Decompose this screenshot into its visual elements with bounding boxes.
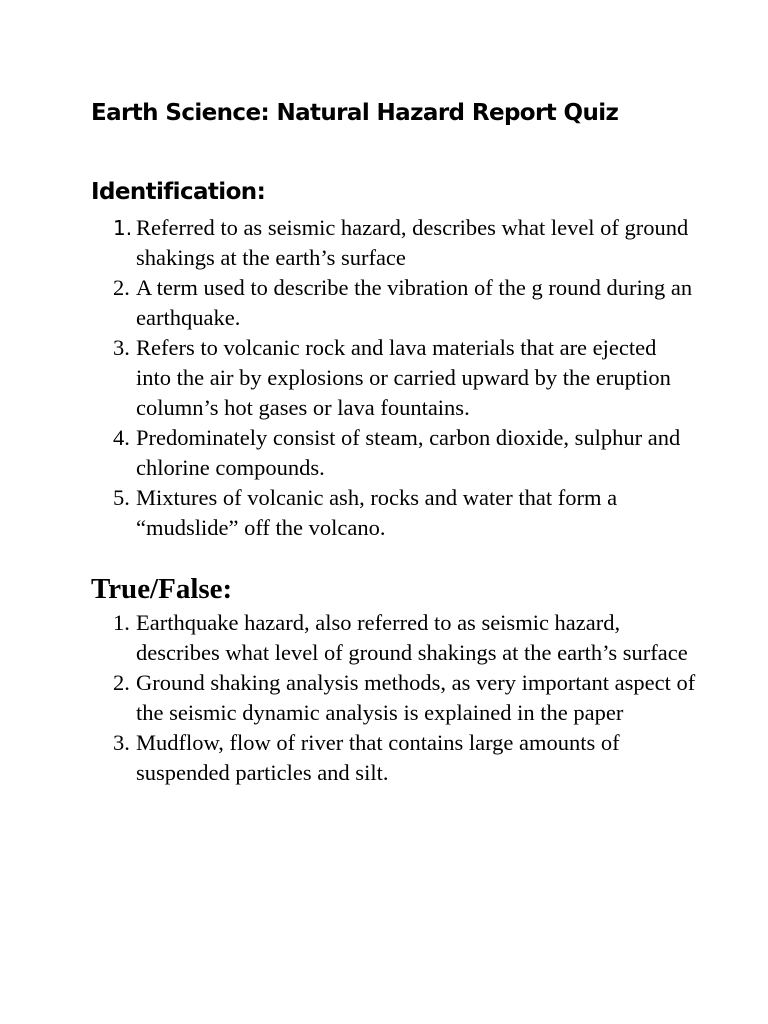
identification-list: [0, 213, 696, 543]
item-number: 4.: [113, 425, 130, 450]
item-text: A term used to describe the vibration of the g round during an earthquake.: [136, 275, 693, 330]
item-text: Mudflow, flow of river that contains large amounts of suspended particles and silt.: [136, 730, 620, 785]
item-text: Earthquake hazard, also referred to as seismic hazard, describes what level of ground shakings at the earth’s surface: [136, 610, 688, 665]
true-false-item-1: [0, 608, 696, 668]
item-number: 2.: [113, 275, 130, 300]
item-text: Referred to as seismic hazard, describes what level of ground shakings at the earth’s surface: [136, 215, 689, 270]
item-number: 3.: [113, 335, 130, 360]
true-false-item-2: [0, 668, 696, 728]
identification-item-3: [0, 333, 696, 423]
item-text: Predominately consist of steam, carbon dioxide, sulphur and chlorine compounds.: [136, 425, 681, 480]
item-number: 5.: [113, 485, 130, 510]
page-title: Earth Science: Natural Hazard Report Quiz: [91, 100, 619, 126]
item-text: Ground shaking analysis methods, as very important aspect of the seismic dynamic analysis is explained in the paper: [136, 670, 696, 725]
item-text: Mixtures of volcanic ash, rocks and water that form a “mudslide” off the volcano.: [136, 485, 618, 540]
item-number: 3.: [113, 730, 130, 755]
identification-heading: Identification:: [91, 179, 266, 205]
identification-item-5: [0, 483, 696, 543]
identification-item-4: [0, 423, 696, 483]
identification-item-1: [0, 213, 696, 273]
identification-item-2: [0, 273, 696, 333]
item-number: 1.: [113, 216, 133, 240]
item-text: Refers to volcanic rock and lava materials that are ejected into the air by explosions or carried upward by the eruption column’s hot gases or lava fountains.: [136, 335, 671, 420]
item-number: 1.: [113, 610, 130, 635]
item-number: 2.: [113, 670, 130, 695]
true-false-heading: True/False:: [91, 573, 233, 605]
true-false-list: [0, 608, 696, 788]
true-false-item-3: [0, 728, 696, 788]
